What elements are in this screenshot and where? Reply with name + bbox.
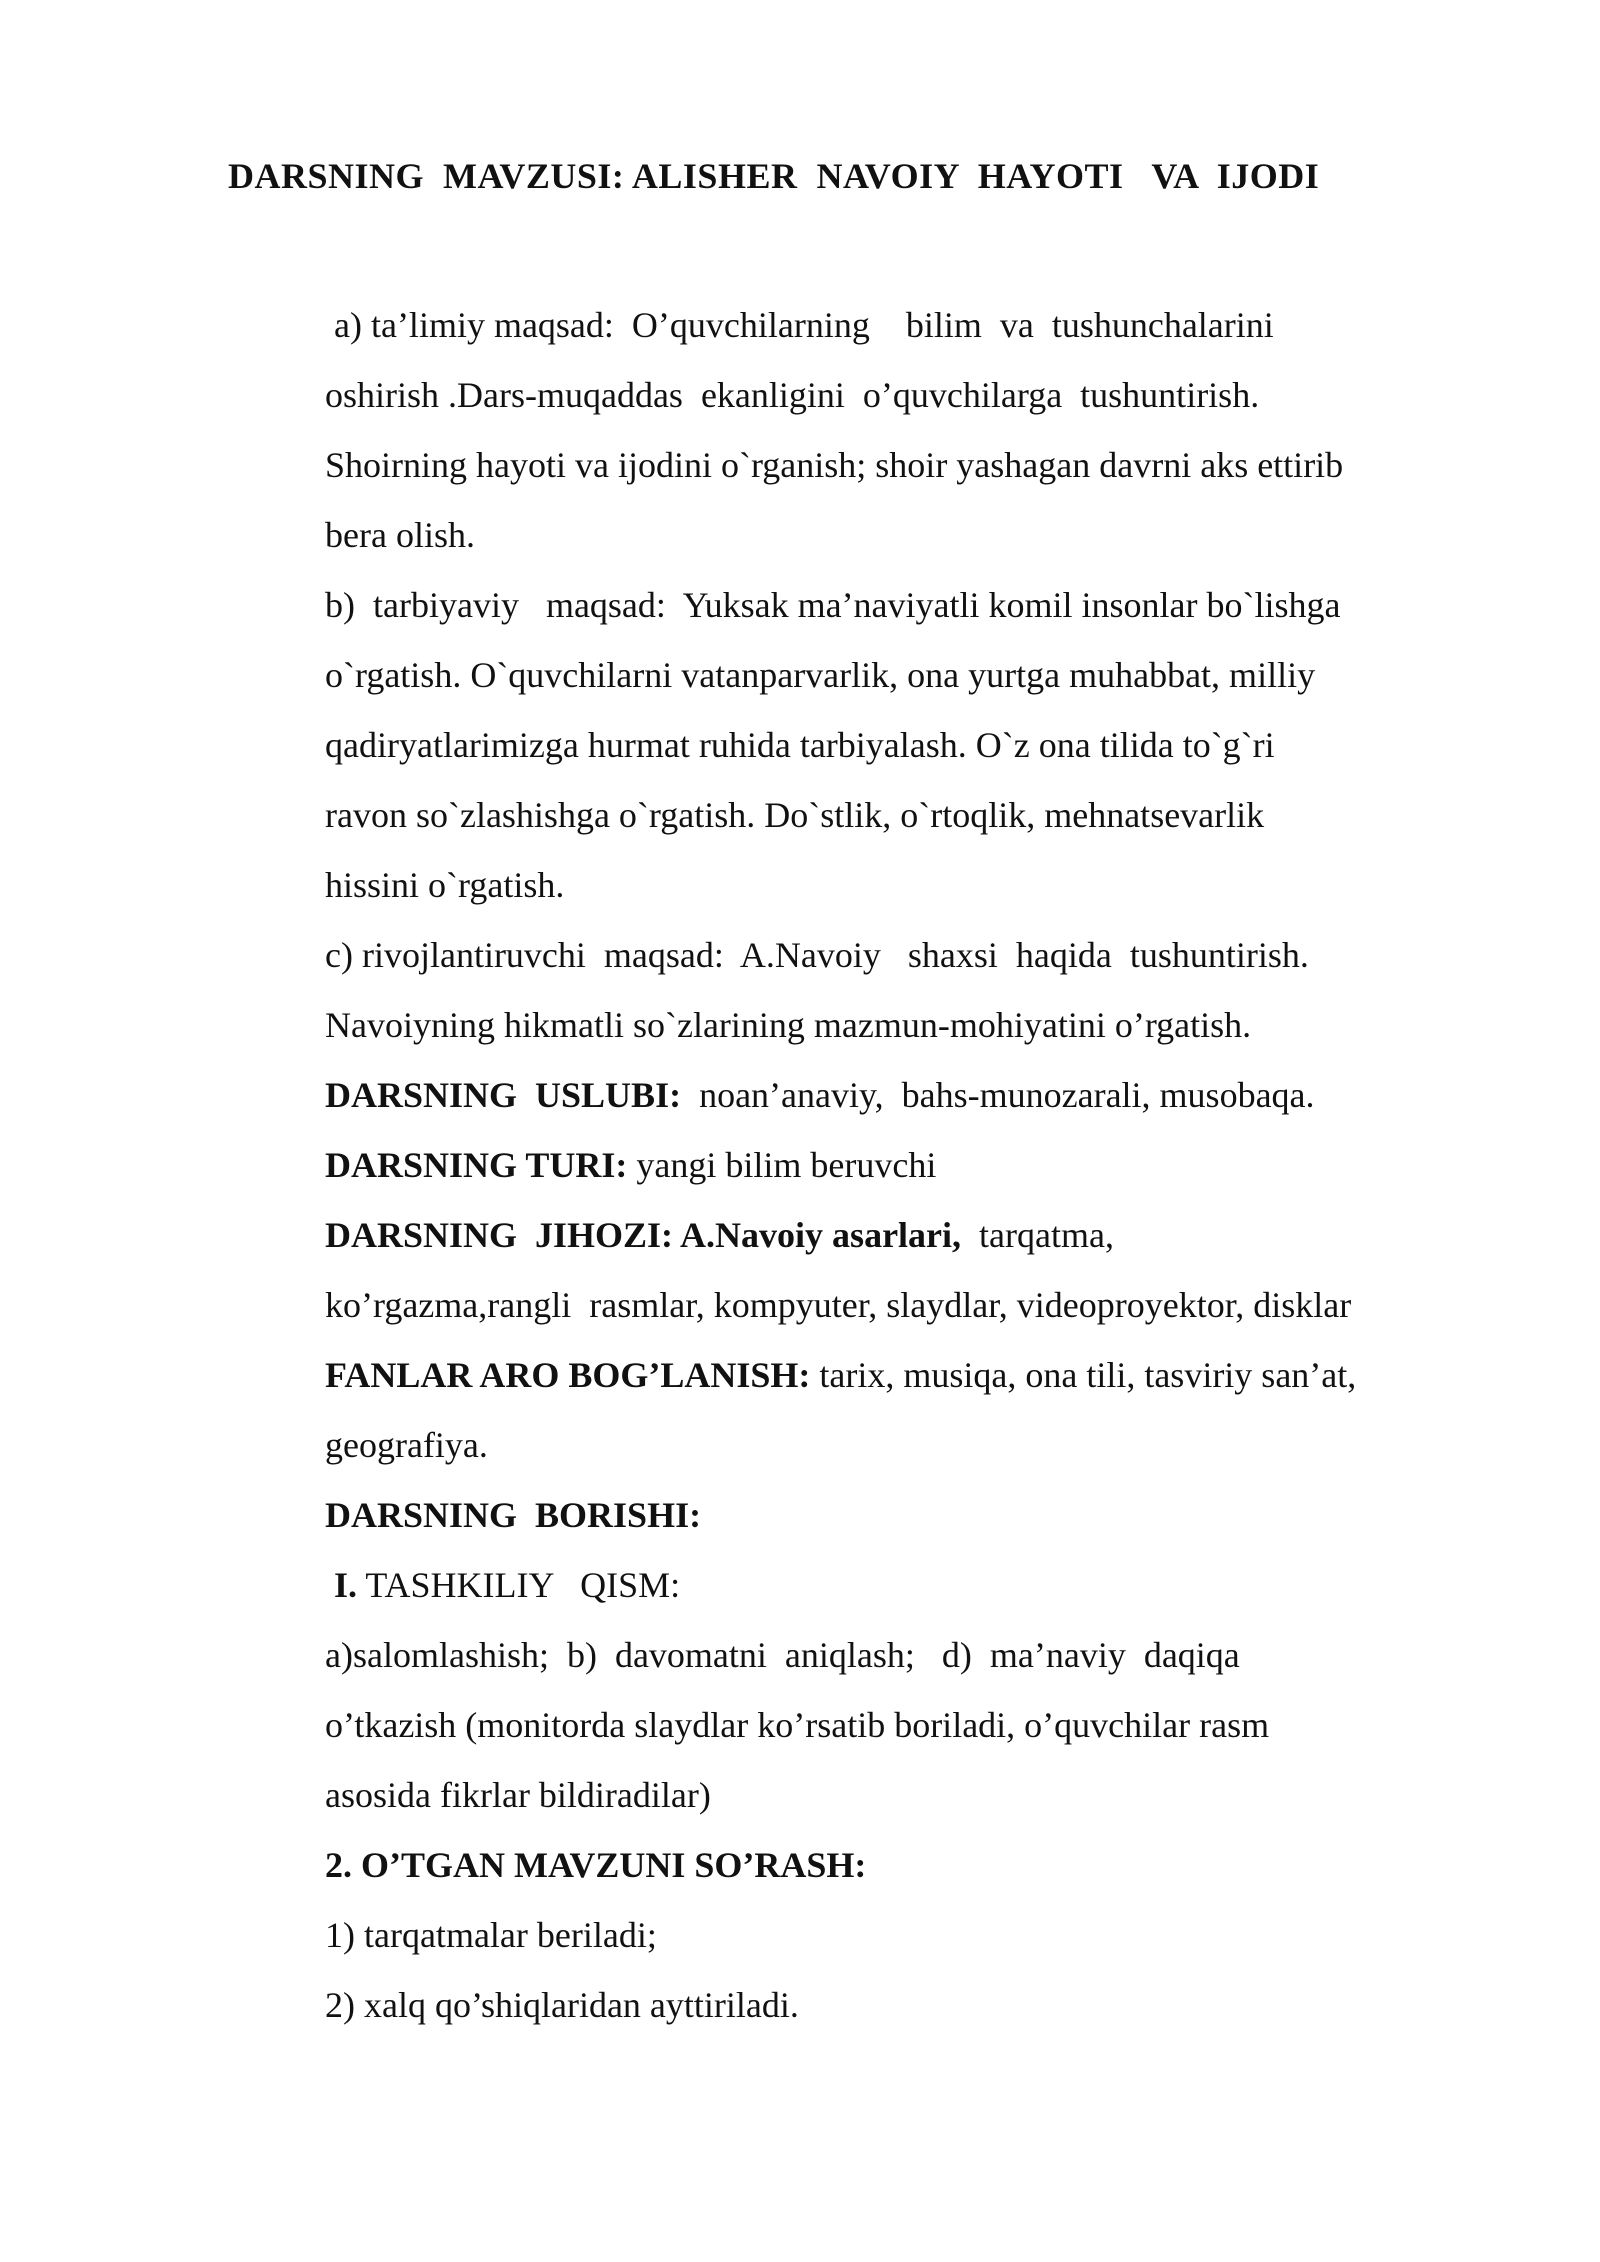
text-line xyxy=(325,360,1555,430)
text-line xyxy=(325,1480,1555,1550)
text-run: Shoirning hayoti va ijodini o`rganish; shoir yashagan davrni aks ettirib xyxy=(325,445,1344,485)
text-line xyxy=(325,430,1555,500)
text-line xyxy=(325,1270,1555,1340)
text-run: c) rivojlantiruvchi maqsad: A.Navoiy shaxsi haqida tushuntirish. xyxy=(325,935,1309,975)
text-line xyxy=(325,1760,1555,1830)
text-run: noan’anaviy, bahs-munozarali, musobaqa. xyxy=(681,1075,1315,1115)
text-run: 2) xalq qo’shiqlaridan ayttiriladi. xyxy=(325,1985,799,2025)
text-run: asosida fikrlar bildiradilar) xyxy=(325,1775,711,1815)
text-line xyxy=(325,1410,1555,1480)
text-line xyxy=(325,1340,1555,1410)
text-run: b) tarbiyaviy maqsad: Yuksak ma’naviyatli komil insonlar bo`lishga xyxy=(325,585,1341,625)
text-line xyxy=(325,640,1555,710)
text-run: Navoiyning hikmatli so`zlarining mazmun-mohiyatini o’rgatish. xyxy=(325,1005,1252,1045)
bold-label: DARSNING JIHOZI: A.Navoiy asarlari, xyxy=(325,1215,962,1255)
text-run: o`rgatish. O`quvchilarni vatanparvarlik, ona yurtga muhabbat, milliy xyxy=(325,655,1316,695)
document-body xyxy=(325,290,1555,2040)
text-run: tarqatma, xyxy=(961,1215,1114,1255)
text-line xyxy=(325,780,1555,850)
text-line xyxy=(325,710,1555,780)
bold-label: DARSNING BORISHI: xyxy=(325,1495,702,1535)
text-run: ravon so`zlashishga o`rgatish. Do`stlik, o`rtoqlik, mehnatsevarlik xyxy=(325,795,1265,835)
text-line xyxy=(325,1130,1555,1200)
page-title: DARSNING MAVZUSI: ALISHER NAVOIY HAYOTI VA IJODI xyxy=(228,156,1320,196)
bold-label: I. xyxy=(325,1565,358,1605)
text-line xyxy=(325,1900,1555,1970)
text-run: bera olish. xyxy=(325,515,475,555)
text-line xyxy=(325,850,1555,920)
bold-label: 2. O’TGAN MAVZUNI SO’RASH: xyxy=(325,1845,867,1885)
text-run: o’tkazish (monitorda slaydlar ko’rsatib boriladi, o’quvchilar rasm xyxy=(325,1705,1270,1745)
text-line xyxy=(325,990,1555,1060)
text-run: a) ta’limiy maqsad: O’quvchilarning bilim va tushunchalarini xyxy=(325,305,1274,345)
text-line xyxy=(325,290,1555,360)
text-run: ko’rgazma,rangli rasmlar, kompyuter, slaydlar, videoproyektor, disklar xyxy=(325,1285,1352,1325)
text-line xyxy=(325,570,1555,640)
text-run: TASHKILIY QISM: xyxy=(357,1565,681,1605)
text-run: qadiryatlarimizga hurmat ruhida tarbiyalash. O`z ona tilida to`g`ri xyxy=(325,725,1275,765)
bold-label: DARSNING USLUBI: xyxy=(325,1075,682,1115)
text-line xyxy=(325,1970,1555,2040)
text-run: 1) tarqatmalar beriladi; xyxy=(325,1915,657,1955)
text-run: yangi bilim beruvchi xyxy=(627,1145,937,1185)
text-line xyxy=(325,1690,1555,1760)
text-line xyxy=(325,1060,1555,1130)
text-line xyxy=(325,500,1555,570)
text-line xyxy=(325,1620,1555,1690)
bold-label: FANLAR ARO BOG’LANISH: xyxy=(325,1355,811,1395)
text-run: oshirish .Dars-muqaddas ekanligini o’quvchilarga tushuntirish. xyxy=(325,375,1260,415)
text-run: geografiya. xyxy=(325,1425,488,1465)
bold-label: DARSNING TURI: xyxy=(325,1145,628,1185)
text-line xyxy=(325,920,1555,990)
text-line xyxy=(325,1200,1555,1270)
text-run: tarix, musiqa, ona tili, tasviriy san’at, xyxy=(810,1355,1357,1395)
text-line xyxy=(325,1830,1555,1900)
text-line xyxy=(325,1550,1555,1620)
text-run: a)salomlashish; b) davomatni aniqlash; d) ma’naviy daqiqa xyxy=(325,1635,1240,1675)
text-run: hissini o`rgatish. xyxy=(325,865,565,905)
